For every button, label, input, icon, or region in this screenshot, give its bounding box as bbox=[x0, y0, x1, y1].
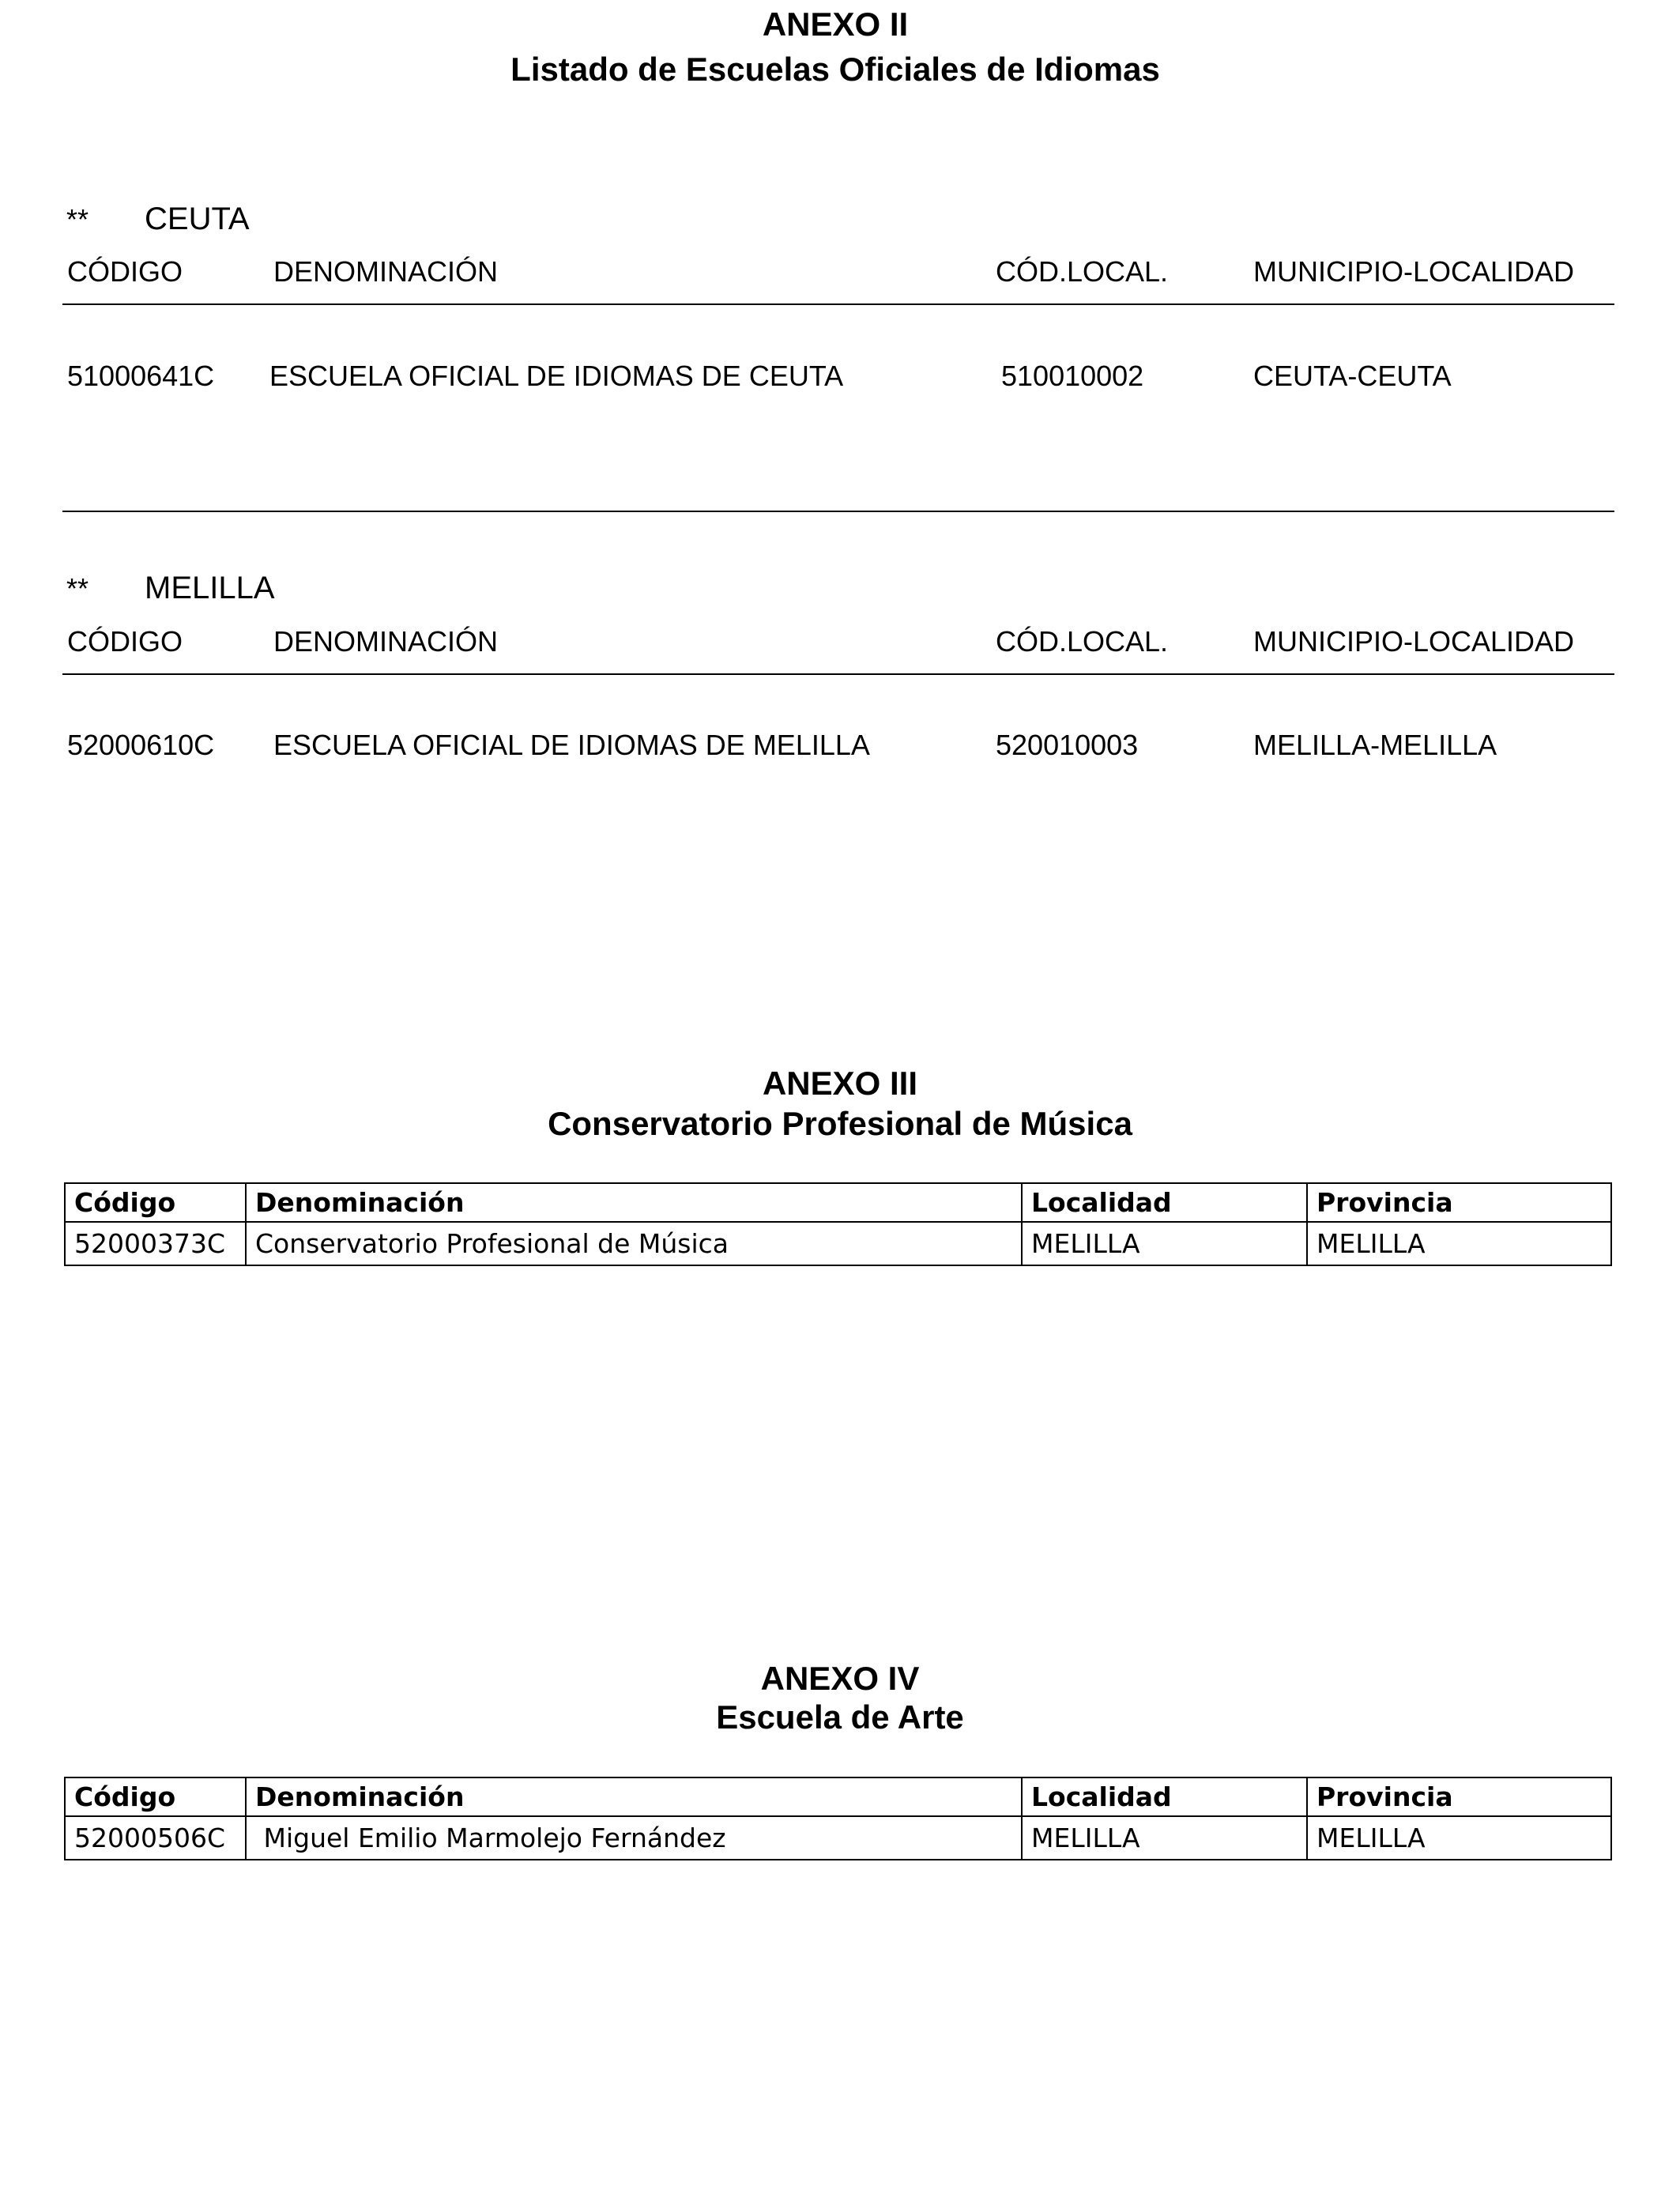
ceuta-row-denominacion: ESCUELA OFICIAL DE IDIOMAS DE CEUTA bbox=[269, 360, 844, 392]
header-cell-provincia: Provincia bbox=[1307, 1183, 1611, 1222]
header-cell-denominacion: Denominación bbox=[246, 1777, 1022, 1816]
col-header-codigo: CÓDIGO bbox=[67, 255, 183, 288]
header-cell-localidad: Localidad bbox=[1022, 1777, 1307, 1816]
cell-provincia: MELILLA bbox=[1307, 1816, 1611, 1860]
cell-localidad: MELILLA bbox=[1022, 1816, 1307, 1860]
annex4-subtitle: Escuela de Arte bbox=[716, 1698, 964, 1736]
melilla-row-codigo: 52000610C bbox=[67, 729, 215, 761]
col-header-cod-local: CÓD.LOCAL. bbox=[996, 625, 1169, 658]
melilla-row-municipio: MELILLA-MELILLA bbox=[1253, 729, 1497, 761]
cell-denominacion: Miguel Emilio Marmolejo Fernández bbox=[246, 1816, 1022, 1860]
table-row bbox=[65, 1816, 1611, 1860]
cell-codigo: 52000506C bbox=[65, 1816, 246, 1860]
cell-localidad: MELILLA bbox=[1022, 1222, 1307, 1265]
annex2-heading: ANEXO II bbox=[762, 6, 909, 43]
region-name-melilla: MELILLA bbox=[145, 571, 275, 605]
annex4-heading: ANEXO IV bbox=[760, 1660, 920, 1697]
annex4-table bbox=[64, 1777, 1612, 1860]
region-marker-ceuta: ** bbox=[66, 203, 89, 236]
header-rule-ceuta bbox=[62, 303, 1614, 305]
header-rule-melilla bbox=[62, 673, 1614, 675]
region-marker-melilla: ** bbox=[66, 572, 89, 605]
header-cell-provincia: Provincia bbox=[1307, 1777, 1611, 1816]
cell-codigo: 52000373C bbox=[65, 1222, 246, 1265]
col-header-codigo: CÓDIGO bbox=[67, 625, 183, 658]
header-cell-codigo: Código bbox=[65, 1183, 246, 1222]
col-header-denominacion: DENOMINACIÓN bbox=[273, 625, 499, 658]
col-header-municipio: MUNICIPIO-LOCALIDAD bbox=[1253, 625, 1575, 658]
ceuta-row-cod-local: 510010002 bbox=[1001, 360, 1144, 392]
table-row bbox=[65, 1222, 1611, 1265]
col-header-cod-local: CÓD.LOCAL. bbox=[996, 255, 1169, 288]
header-cell-localidad: Localidad bbox=[1022, 1183, 1307, 1222]
annex3-heading: ANEXO III bbox=[762, 1065, 918, 1102]
header-cell-denominacion: Denominación bbox=[246, 1183, 1022, 1222]
region-name-ceuta: CEUTA bbox=[145, 202, 250, 236]
col-header-municipio: MUNICIPIO-LOCALIDAD bbox=[1253, 255, 1575, 288]
table-header-row bbox=[65, 1777, 1611, 1816]
melilla-row-denominacion: ESCUELA OFICIAL DE IDIOMAS DE MELILLA bbox=[273, 729, 870, 761]
header-cell-codigo: Código bbox=[65, 1777, 246, 1816]
cell-denominacion: Conservatorio Profesional de Música bbox=[246, 1222, 1022, 1265]
ceuta-row-codigo: 51000641C bbox=[67, 360, 215, 392]
cell-provincia: MELILLA bbox=[1307, 1222, 1611, 1265]
table-header-row bbox=[65, 1183, 1611, 1222]
annex2-subtitle: Listado de Escuelas Oficiales de Idiomas bbox=[510, 51, 1160, 88]
col-header-denominacion: DENOMINACIÓN bbox=[273, 255, 499, 288]
annex3-table bbox=[64, 1182, 1612, 1266]
ceuta-row-municipio: CEUTA-CEUTA bbox=[1253, 360, 1452, 392]
annex3-subtitle: Conservatorio Profesional de Música bbox=[548, 1105, 1132, 1142]
section-divider bbox=[62, 511, 1614, 512]
melilla-row-cod-local: 520010003 bbox=[996, 729, 1139, 761]
